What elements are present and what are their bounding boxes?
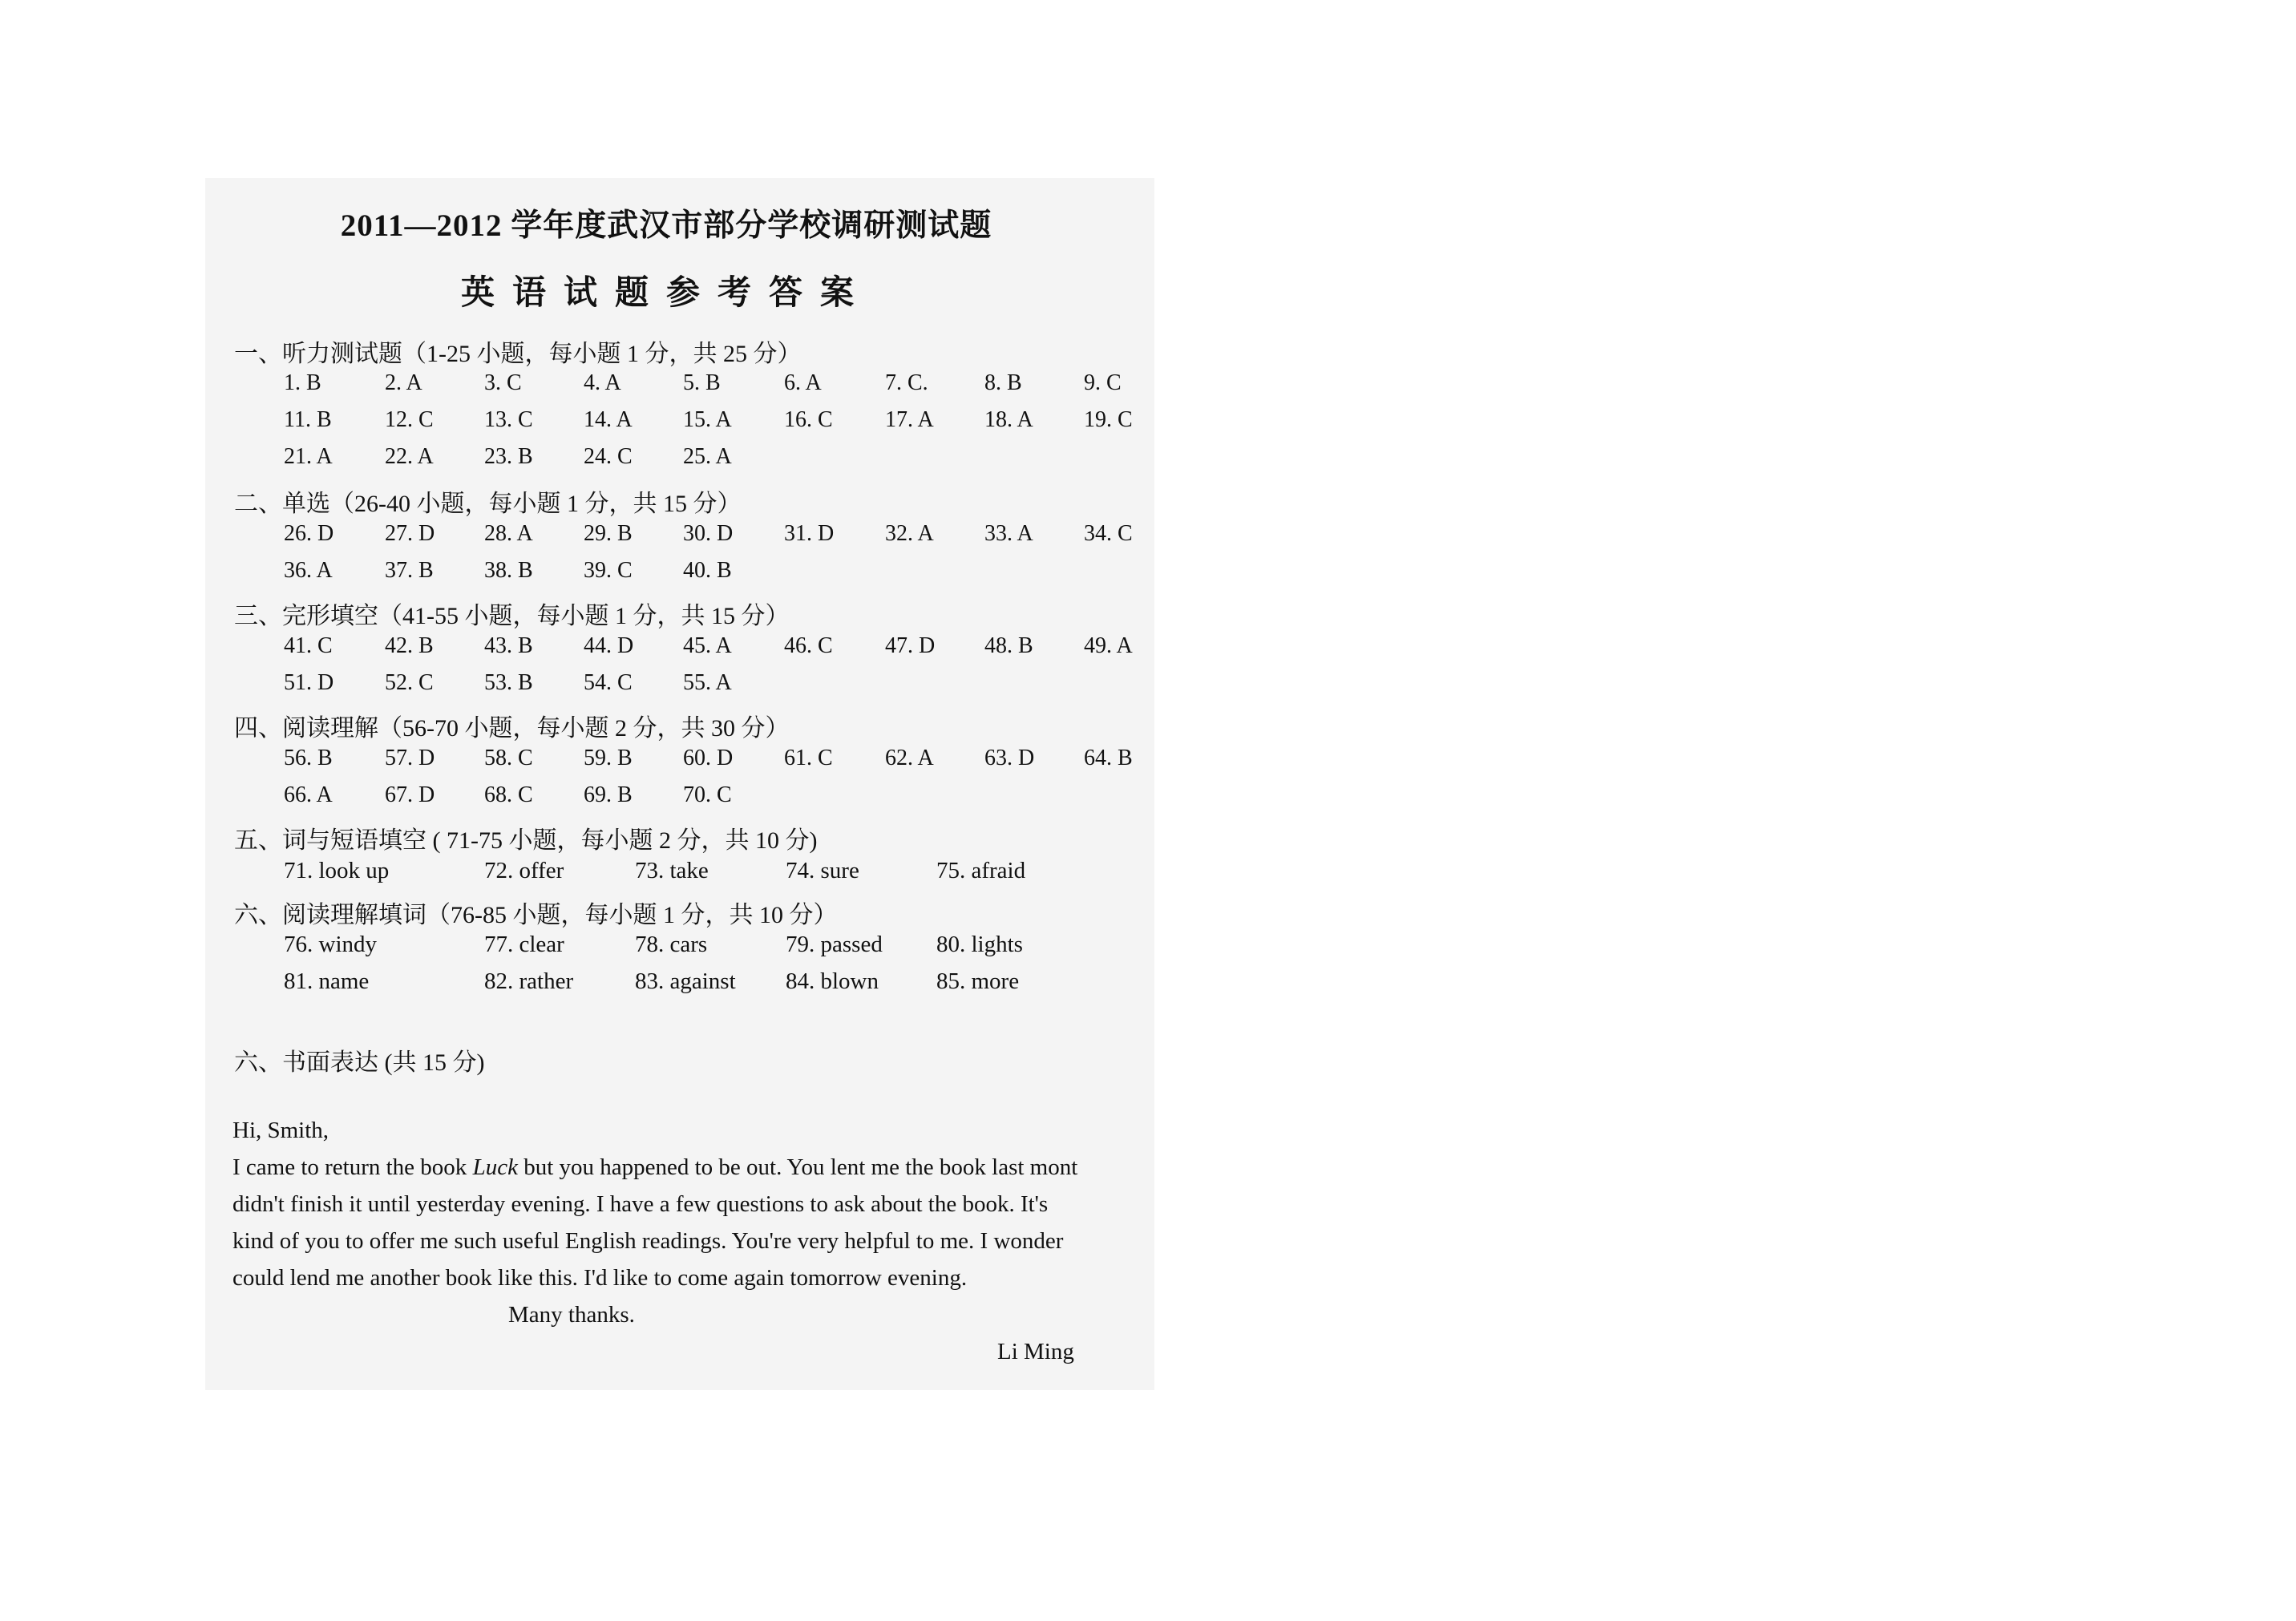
answer-item: 34. C [1084,521,1133,546]
answer-item: 12. C [385,407,434,432]
answer-item: 58. C [484,746,533,770]
answer-item: 46. C [784,633,833,658]
section-heading: 二、单选（26-40 小题，每小题 1 分，共 15 分） [234,491,742,517]
answer-item: 81. name [284,968,370,994]
letter-line-4: could lend me another book like this. I'd like to come again tomorrow evening. [232,1265,968,1291]
answer-item: 39. C [584,558,633,583]
answer-item: 83. against [635,968,736,994]
answer-item: 85. more [936,968,1020,994]
letter-signature: Li Ming [997,1339,1074,1364]
answer-item: 44. D [584,633,634,658]
book-title: Luck [472,1154,518,1180]
answer-item: 17. A [885,407,934,432]
answer-item: 47. D [885,633,936,658]
answer-item: 59. B [584,746,633,770]
letter-line-1 [232,1154,1077,1181]
section-heading: 三、完形填空（41-55 小题，每小题 1 分，共 15 分） [234,603,790,629]
answer-item: 9. C [1084,370,1122,395]
answer-item: 13. C [484,407,533,432]
scanned-answer-sheet [205,178,1154,1390]
answer-item: 76. windy [284,932,377,957]
answer-item: 45. A [683,633,732,658]
answer-item: 75. afraid [936,858,1026,883]
answer-item: 19. C [1084,407,1133,432]
answer-item: 78. cars [635,932,708,957]
answer-item: 8. B [984,370,1022,395]
section-heading: 五、词与短语填空 ( 71-75 小题，每小题 2 分，共 10 分) [234,827,818,854]
answer-item: 72. offer [484,858,564,883]
answer-item: 36. A [284,558,333,583]
answer-item: 40. B [683,558,732,583]
answer-item: 4. A [584,370,621,395]
answer-item: 15. A [683,407,732,432]
answer-item: 63. D [984,746,1035,770]
answer-item: 7. C. [885,370,928,395]
answer-item: 54. C [584,670,633,695]
answer-item: 43. B [484,633,533,658]
answer-item: 38. B [484,558,533,583]
answer-item: 41. C [284,633,333,658]
section-heading: 四、阅读理解（56-70 小题，每小题 2 分，共 30 分） [234,715,790,742]
answer-item: 53. B [484,670,533,695]
letter-line-3: kind of you to offer me such useful English readings. You're very helpful to me. I wonder [232,1228,1064,1254]
answer-item: 14. A [584,407,633,432]
answer-item: 23. B [484,444,533,469]
answer-item: 3. C [484,370,522,395]
letter-closing: Many thanks. [508,1302,635,1328]
answer-item: 29. B [584,521,633,546]
answer-item: 49. A [1084,633,1133,658]
answer-item: 30. D [683,521,734,546]
answer-item: 6. A [784,370,822,395]
answer-item: 77. clear [484,932,564,957]
answer-item: 52. C [385,670,434,695]
letter-line-1-end: but you happened to be out. You lent me the book last mont [517,1154,1078,1180]
answer-item: 42. B [385,633,434,658]
answer-item: 68. C [484,782,533,807]
answer-item: 67. D [385,782,435,807]
answer-item: 28. A [484,521,533,546]
answer-item: 2. A [385,370,422,395]
section-heading: 一、听力测试题（1-25 小题，每小题 1 分，共 25 分） [234,341,802,367]
answer-item: 37. B [385,558,434,583]
answer-item: 5. B [683,370,721,395]
letter-line-1-start: I came to return the book [232,1154,473,1180]
answer-item: 24. C [584,444,633,469]
answer-item: 74. sure [786,858,859,883]
answer-item: 33. A [984,521,1033,546]
section-heading: 六、阅读理解填词（76-85 小题，每小题 1 分，共 10 分） [234,902,838,928]
writing-heading: 六、书面表达 (共 15 分) [234,1049,485,1076]
answer-item: 62. A [885,746,934,770]
page-title: 2011—2012 学年度武汉市部分学校调研测试题 [340,208,992,243]
answer-item: 48. B [984,633,1033,658]
answer-item: 27. D [385,521,435,546]
answer-item: 22. A [385,444,434,469]
answer-item: 70. C [683,782,732,807]
answer-item: 11. B [284,407,332,432]
answer-item: 55. A [683,670,732,695]
answer-item: 51. D [284,670,334,695]
answer-item: 64. B [1084,746,1133,770]
answer-item: 82. rather [484,968,574,994]
answer-item: 61. C [784,746,833,770]
answer-item: 84. blown [786,968,879,994]
answer-item: 73. take [635,858,709,883]
answer-item: 71. look up [284,858,390,883]
answer-item: 32. A [885,521,934,546]
answer-item: 18. A [984,407,1033,432]
answer-item: 69. B [584,782,633,807]
answer-item: 57. D [385,746,435,770]
answer-item: 66. A [284,782,333,807]
answer-item: 1. B [284,370,321,395]
letter-line-2: didn't finish it until yesterday evening. I have a few questions to ask about the book. It's [232,1191,1049,1217]
answer-item: 79. passed [786,932,883,957]
answer-item: 80. lights [936,932,1023,957]
answer-item: 56. B [284,746,333,770]
answer-item: 21. A [284,444,333,469]
letter-greeting: Hi, Smith, [232,1118,329,1143]
answer-item: 31. D [784,521,835,546]
answer-item: 60. D [683,746,734,770]
answer-item: 16. C [784,407,833,432]
answer-item: 25. A [683,444,732,469]
answer-item: 26. D [284,521,334,546]
page-subtitle: 英语试题参考答案 [460,275,871,312]
